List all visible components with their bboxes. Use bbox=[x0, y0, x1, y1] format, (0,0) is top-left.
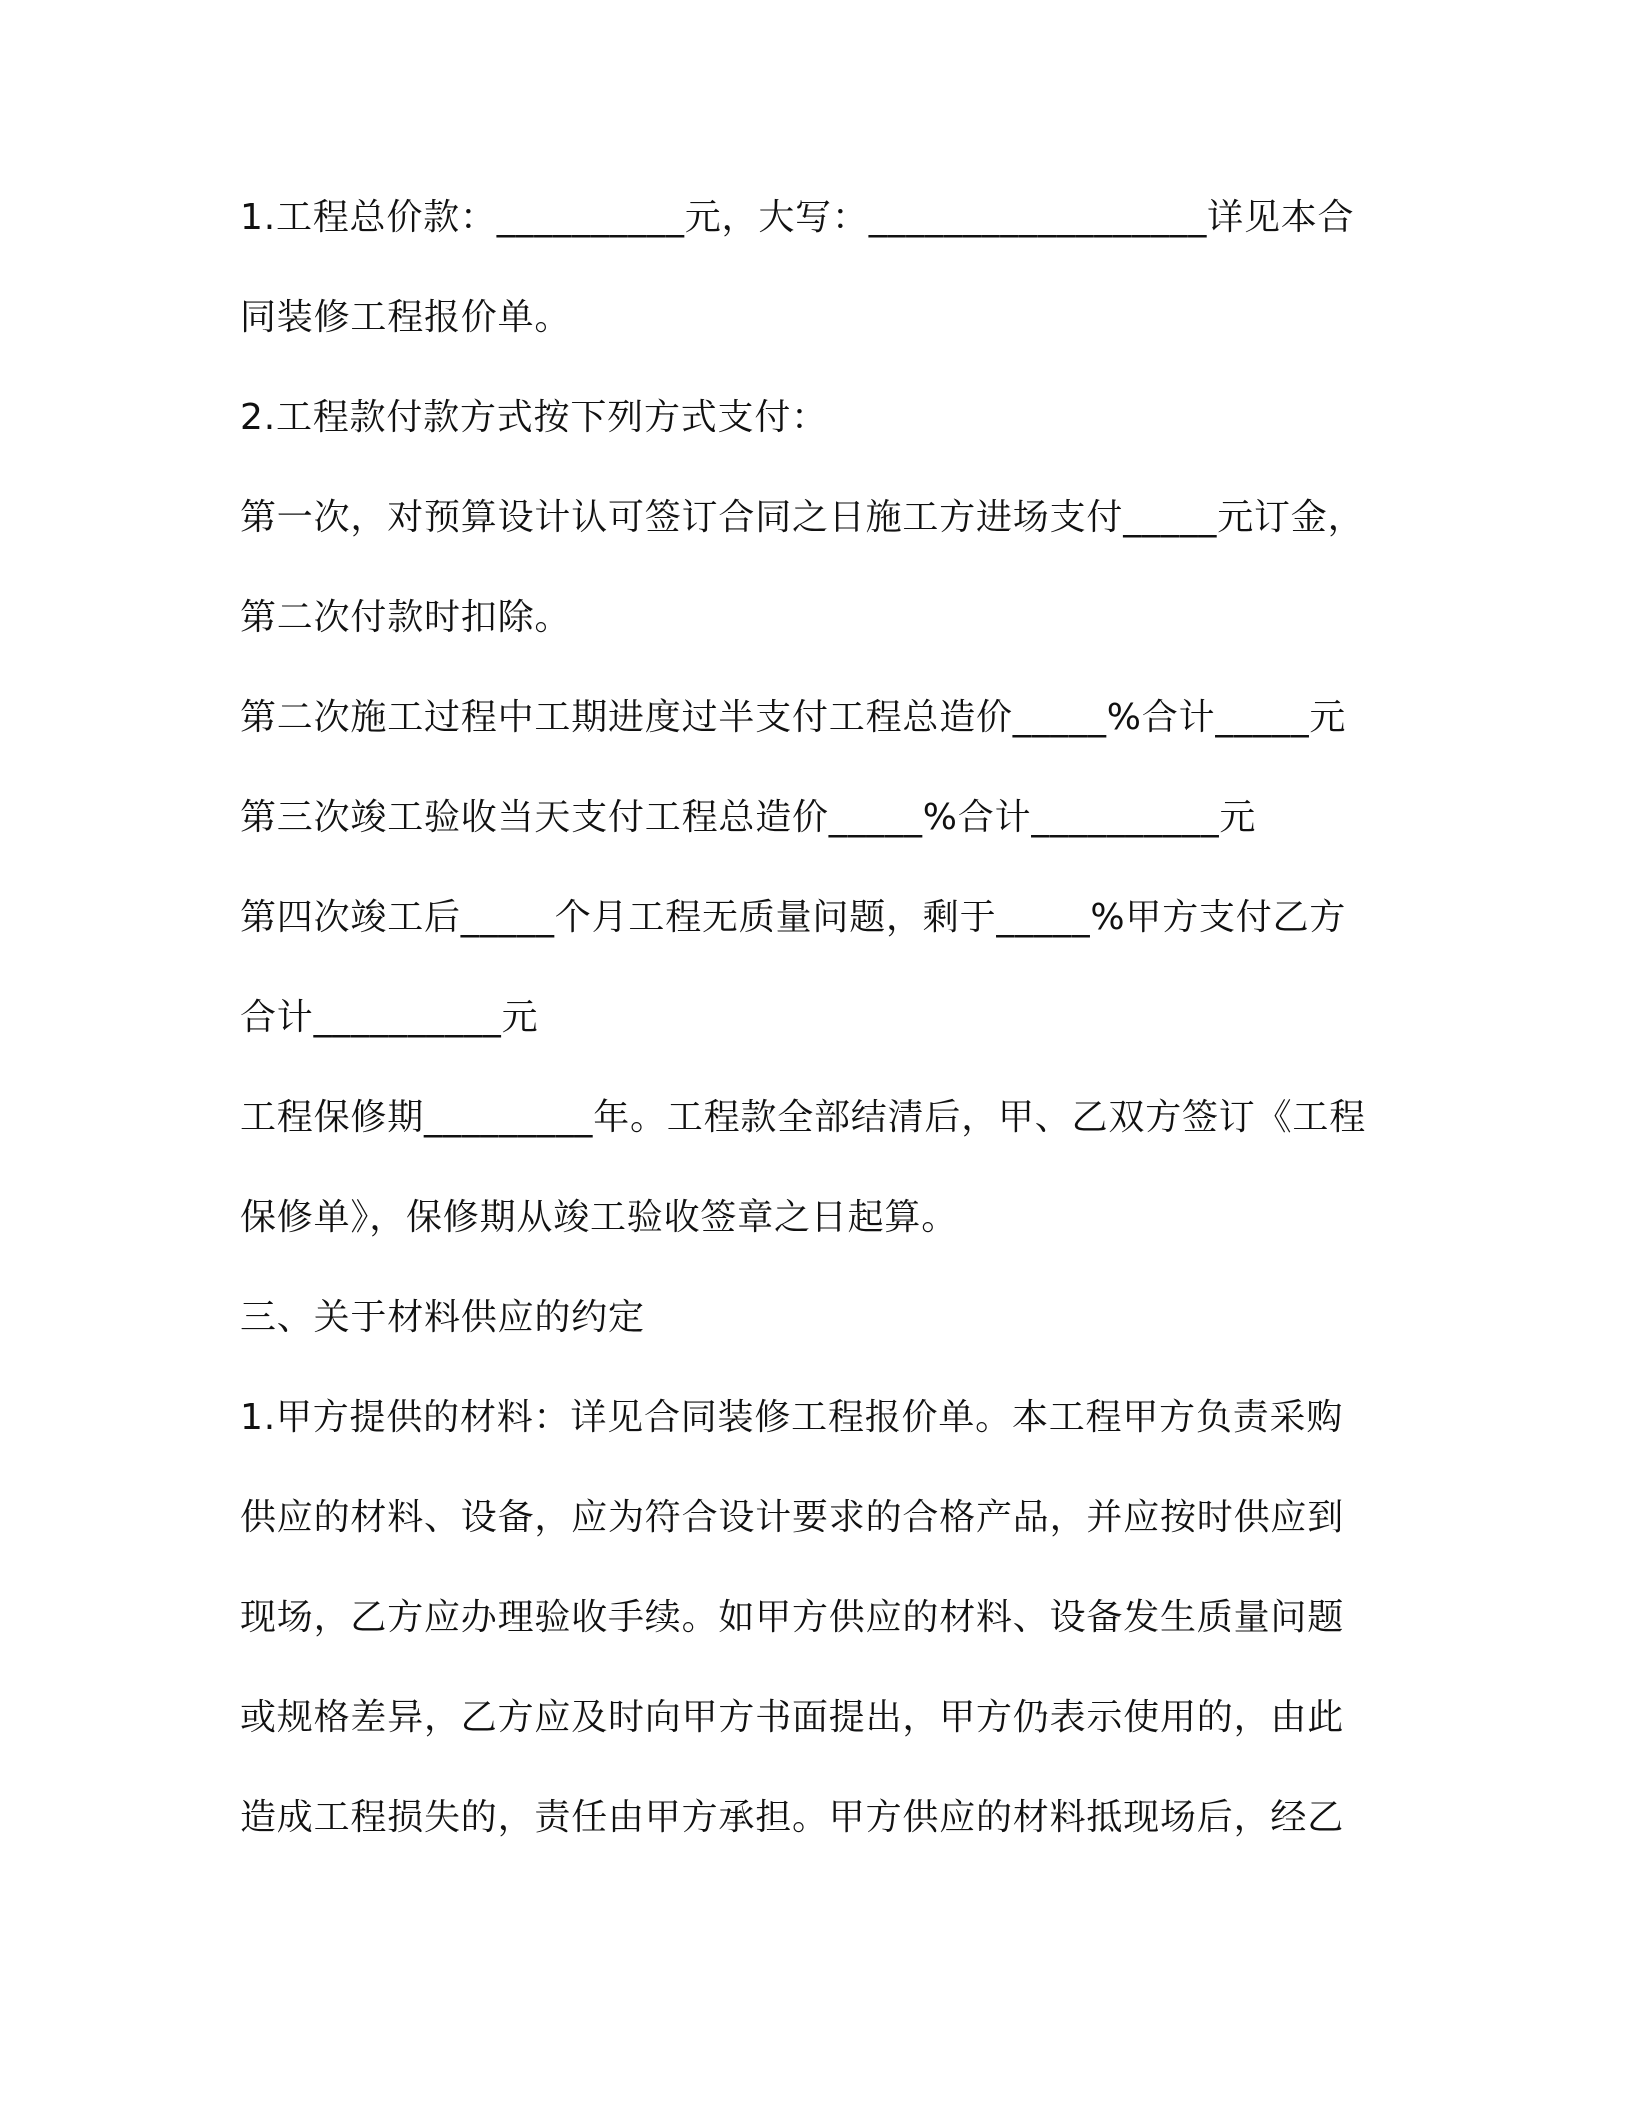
fourth-payment-line-cont: 合计__________元 bbox=[240, 997, 539, 1038]
materials-paragraph-line-4: 或规格差异，乙方应及时向甲方书面提出，甲方仍表示使用的，由此 bbox=[240, 1697, 1345, 1738]
materials-paragraph-line-1: 1.甲方提供的材料：详见合同装修工程报价单。本工程甲方负责采购 bbox=[240, 1397, 1344, 1438]
payment-total-line: 1.工程总价款：__________元，大写：__________________详见本合 bbox=[240, 197, 1355, 238]
materials-paragraph-line-2: 供应的材料、设备，应为符合设计要求的合格产品，并应按时供应到 bbox=[240, 1497, 1345, 1538]
payment-method-heading: 2.工程款付款方式按下列方式支付： bbox=[240, 397, 828, 438]
first-payment-line: 第一次，对预算设计认可签订合同之日施工方进场支付_____元订金， bbox=[240, 497, 1365, 538]
payment-total-line-cont: 同装修工程报价单。 bbox=[240, 297, 572, 338]
third-payment-line: 第三次竣工验收当天支付工程总造价_____%合计__________元 bbox=[240, 797, 1257, 838]
first-payment-line-cont: 第二次付款时扣除。 bbox=[240, 597, 572, 638]
second-payment-line: 第二次施工过程中工期进度过半支付工程总造价_____%合计_____元 bbox=[240, 697, 1347, 738]
warranty-period-line-cont: 保修单》，保修期从竣工验收签章之日起算。 bbox=[240, 1197, 959, 1238]
materials-paragraph-line-5: 造成工程损失的，责任由甲方承担。甲方供应的材料抵现场后，经乙 bbox=[240, 1797, 1345, 1838]
materials-paragraph-line-3: 现场，乙方应办理验收手续。如甲方供应的材料、设备发生质量问题 bbox=[240, 1597, 1345, 1638]
fourth-payment-line: 第四次竣工后_____个月工程无质量问题，剩于_____%甲方支付乙方 bbox=[240, 897, 1347, 938]
section-heading-materials: 三、关于材料供应的约定 bbox=[240, 1297, 645, 1338]
warranty-period-line: 工程保修期_________年。工程款全部结清后，甲、乙双方签订《工程 bbox=[240, 1097, 1366, 1138]
